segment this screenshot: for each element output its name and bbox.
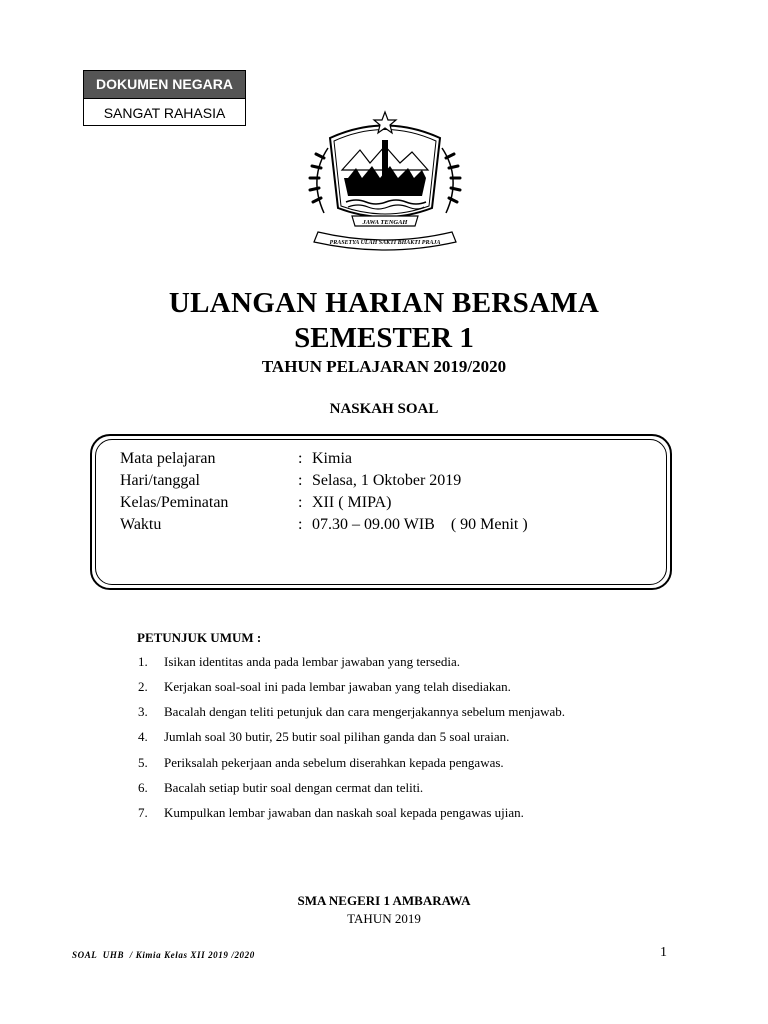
instruction-text: Jumlah soal 30 butir, 25 butir soal pilihan ganda dan 5 soal uraian. [164, 729, 510, 744]
instruction-number: 4. [138, 729, 148, 744]
info-value: Selasa, 1 Oktober 2019 [312, 472, 462, 489]
page-number: 1 [660, 945, 667, 960]
info-colon: : [298, 516, 303, 533]
info-colon: : [298, 494, 303, 511]
info-label: Waktu [120, 516, 162, 533]
instruction-item [138, 780, 423, 796]
document-type: NASKAH SOAL [329, 401, 439, 417]
info-colon: : [298, 472, 303, 489]
instruction-number: 6. [138, 780, 148, 795]
instruction-item [138, 679, 511, 695]
exam-title: ULANGAN HARIAN BERSAMA [168, 287, 600, 319]
instruction-item [138, 729, 509, 745]
jawa-tengah-emblem-icon [300, 108, 470, 258]
instruction-text: Kumpulkan lembar jawaban dan naskah soal kepada pengawas ujian. [164, 805, 524, 820]
classification-bottom: SANGAT RAHASIA [103, 105, 226, 121]
instruction-number: 3. [138, 704, 148, 719]
instructions-heading: PETUNJUK UMUM : [137, 630, 262, 645]
academic-year: TAHUN PELAJARAN 2019/2020 [261, 357, 507, 376]
school-name: SMA NEGERI 1 AMBARAWA [297, 893, 471, 908]
instruction-item [138, 755, 504, 771]
info-colon: : [298, 450, 303, 467]
instruction-number: 7. [138, 805, 148, 820]
exam-info-box [90, 434, 672, 590]
instruction-text: Bacalah dengan teliti petunjuk dan cara mengerjakannya sebelum menjawab. [164, 704, 566, 719]
emblem-banner-bottom: PRASETYA ULAH SAKTI BHAKTI PRAJA [329, 240, 441, 246]
instruction-item [138, 654, 460, 670]
info-label: Mata pelajaran [120, 450, 216, 467]
instruction-text: Bacalah setiap butir soal dengan cermat dan teliti. [164, 780, 424, 795]
instruction-number: 5. [138, 755, 148, 770]
instruction-text: Isikan identitas anda pada lembar jawaban yang tersedia. [164, 654, 460, 669]
footer-caption: SOAL UHB / Kimia Kelas XII 2019 /2020 [72, 950, 255, 960]
classification-top: DOKUMEN NEGARA [84, 71, 245, 99]
classification-box [83, 70, 246, 126]
info-value: XII ( MIPA) [312, 494, 392, 511]
instruction-text: Periksalah pekerjaan anda sebelum diserahkan kepada pengawas. [164, 755, 504, 770]
info-value: 07.30 – 09.00 WIB ( 90 Menit ) [312, 516, 528, 533]
info-label: Hari/tanggal [120, 472, 200, 489]
school-year: TAHUN 2019 [347, 911, 421, 926]
instruction-item [138, 805, 524, 821]
instruction-number: 1. [138, 654, 148, 669]
instruction-number: 2. [138, 679, 148, 694]
info-value: Kimia [312, 450, 352, 467]
instruction-item [138, 704, 565, 720]
instruction-text: Kerjakan soal-soal ini pada lembar jawaban yang telah disediakan. [164, 679, 511, 694]
exam-semester: SEMESTER 1 [294, 322, 474, 354]
info-label: Kelas/Peminatan [120, 494, 229, 511]
emblem-banner-top: JAWA TENGAH [362, 219, 408, 226]
